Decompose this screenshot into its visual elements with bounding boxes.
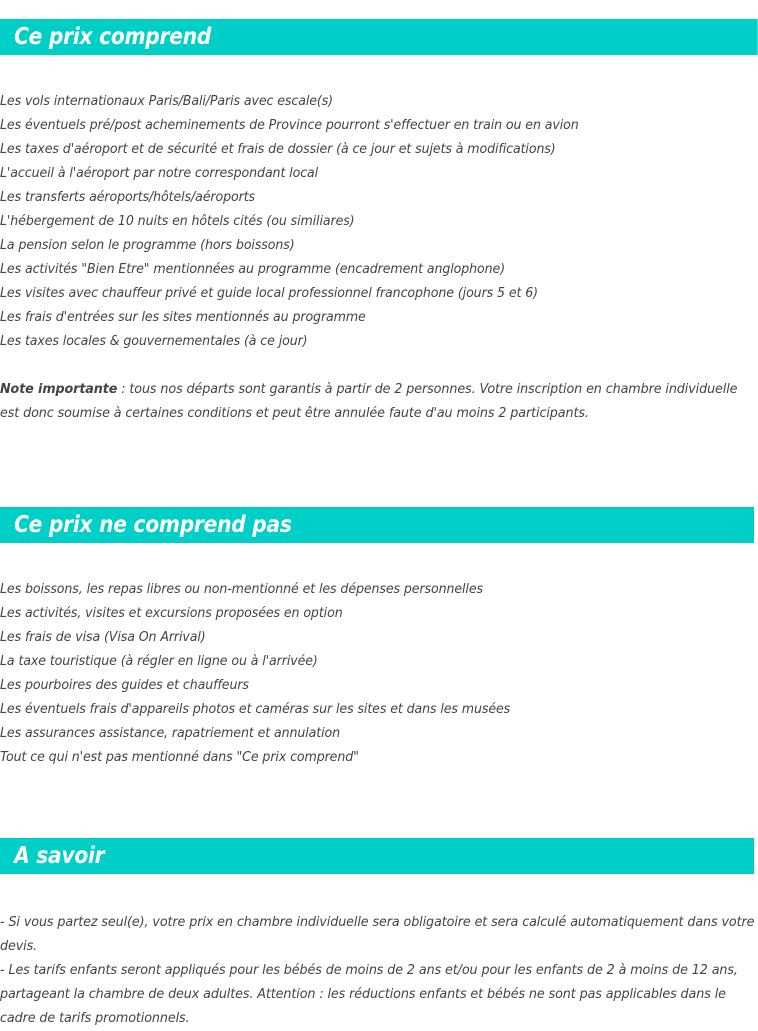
included-list bbox=[0, 90, 758, 354]
list-item: Les éventuels frais d'appareils photos et caméras sur les sites et dans les musées bbox=[0, 702, 511, 718]
section-included-body bbox=[0, 90, 758, 426]
list-item: La taxe touristique (à régler en ligne ou à l'arrivée) bbox=[0, 654, 318, 670]
paragraph: - Si vous partez seul(e), votre prix en chambre individuelle sera obligatoire et sera calculé automatiquement dans votre devis. bbox=[0, 915, 755, 955]
spacer bbox=[0, 354, 758, 378]
list-item: Les activités, visites et excursions proposées en option bbox=[0, 606, 343, 622]
spacer bbox=[0, 893, 758, 911]
spacer bbox=[0, 74, 758, 90]
important-note-text: : tous nos départs sont garantis à partir de 2 personnes. Votre inscription en chambre individuelle est donc soumise à certaines conditions et peut être annulée faute d'au moins 2 participants. bbox=[0, 382, 738, 422]
spacer bbox=[0, 770, 758, 819]
section-included bbox=[0, 0, 758, 426]
not-included-list bbox=[0, 578, 758, 770]
list-item: Les taxes locales & gouvernementales (à ce jour) bbox=[0, 334, 308, 350]
section-not-included-header-bar bbox=[0, 488, 754, 562]
list-item: Les frais d'entrées sur les sites mentionnés au programme bbox=[0, 310, 366, 326]
section-good-to-know-title: A savoir bbox=[0, 838, 754, 874]
spacer bbox=[0, 562, 758, 578]
list-item: Les assurances assistance, rapatriement et annulation bbox=[0, 726, 341, 742]
section-not-included-body bbox=[0, 578, 758, 770]
section-not-included-title: Ce prix ne comprend pas bbox=[0, 507, 754, 543]
section-good-to-know-body bbox=[0, 911, 758, 1031]
section-good-to-know-header-bar bbox=[0, 819, 754, 893]
list-item: Les transferts aéroports/hôtels/aéroports bbox=[0, 190, 256, 206]
spacer bbox=[0, 426, 758, 488]
section-included-header-bar bbox=[0, 0, 758, 74]
list-item: Les éventuels pré/post acheminements de Province pourront s'effectuer en train ou en avion bbox=[0, 118, 579, 134]
list-item: Les visites avec chauffeur privé et guide local professionnel francophone (jours 5 et 6) bbox=[0, 286, 538, 302]
list-item: Les boissons, les repas libres ou non-mentionné et les dépenses personnelles bbox=[0, 582, 483, 598]
list-item: Tout ce qui n'est pas mentionné dans "Ce prix comprend" bbox=[0, 750, 359, 766]
list-item: Les vols internationaux Paris/Bali/Paris avec escale(s) bbox=[0, 94, 334, 110]
list-item: Les pourboires des guides et chauffeurs bbox=[0, 678, 249, 694]
section-included-title: Ce prix comprend bbox=[0, 19, 758, 55]
list-item: Les activités "Bien Etre" mentionnées au programme (encadrement anglophone) bbox=[0, 262, 506, 278]
list-item: Les frais de visa (Visa On Arrival) bbox=[0, 630, 206, 646]
list-item: L'hébergement de 10 nuits en hôtels cités (ou similiares) bbox=[0, 214, 355, 230]
important-note-label: Note importante bbox=[0, 382, 118, 398]
paragraph: - Les tarifs enfants seront appliqués pour les bébés de moins de 2 ans et/ou pour les enfants de 2 à moins de 12 ans, partageant la chambre de deux adultes. Attention : les réductions enfants et bébés ne sont pas applicables dans le cadre de tarifs promotionnels. bbox=[0, 963, 738, 1027]
list-item: La pension selon le programme (hors boissons) bbox=[0, 238, 295, 254]
section-good-to-know bbox=[0, 819, 758, 1031]
list-item: L'accueil à l'aéroport par notre correspondant local bbox=[0, 166, 319, 182]
section-not-included bbox=[0, 488, 758, 770]
important-note bbox=[0, 378, 758, 426]
list-item: Les taxes d'aéroport et de sécurité et frais de dossier (à ce jour et sujets à modifications) bbox=[0, 142, 556, 158]
